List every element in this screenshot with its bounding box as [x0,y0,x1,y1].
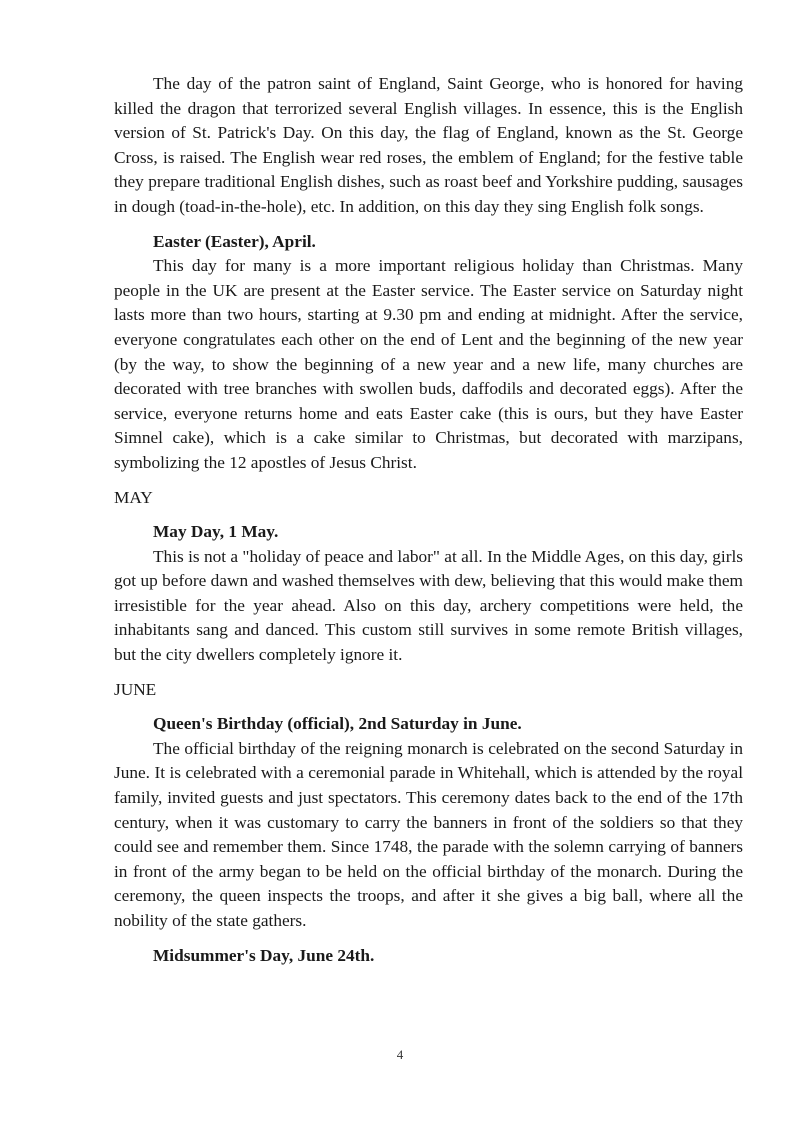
heading-may-day: May Day, 1 May. [153,522,279,542]
paragraph-saint-george: The day of the patron saint of England, Saint George, who is honored for having killed the dragon that terrorized several English villages. In essence, this is the English version of St. Patrick's Day. On this day, the flag of England, known as the St. George Cross, is raised. The English wear red roses, the emblem of England; for the festive table they prepare traditional English dishes, such as roast beef and Yorkshire pudding, sausages in dough (toad-in-the-hole), etc. In addition, on this day they sing English folk songs. [114,74,743,216]
document-page [114,72,743,968]
heading-easter: Easter (Easter), April. [153,231,316,251]
heading-midsummer: Midsummer's Day, June 24th. [153,945,375,965]
paragraph-may-day: This is not a "holiday of peace and labor" at all. In the Middle Ages, on this day, girls got up before dawn and washed themselves with dew, believing that this would make them irresistible for the year ahead. Also on this day, archery competitions were held, the inhabitants sang and danced. This custom still survives in some remote British villages, but the city dwellers completely ignore it. [114,546,743,665]
paragraph-queens-birthday: The official birthday of the reigning monarch is celebrated on the second Saturday in June. It is celebrated with a ceremonial parade in Whitehall, which is attended by the royal family, invited guests and just spectators. This ceremony dates back to the end of the 17th century, when it was customary to carry the banners in front of the soldiers so that they could see and remember them. Since 1748, the parade with the solemn carrying of banners in front of the army began to be held on the official birthday of the monarch. During the ceremony, the queen inspects the troops, and after it she gives a big ball, where all the nobility of the state gathers. [114,738,743,930]
heading-queens-birthday: Queen's Birthday (official), 2nd Saturday in June. [153,714,522,734]
month-heading-may: MAY [114,487,153,507]
paragraph-easter: This day for many is a more important religious holiday than Christmas. Many people in the UK are present at the Easter service. The Easter service on Saturday night lasts more than two hours, starting at 9.30 pm and ending at midnight. After the service, everyone congratulates each other on the end of Lent and the beginning of the new year (by the way, to show the beginning of a new year and a new life, many churches are decorated with tree branches with swollen buds, daffodils and decorated eggs). After the service, everyone returns home and eats Easter cake (this is ours, but they have Easter Simnel cake), which is a cake similar to Christmas, but decorated with marzipans, symbolizing the 12 apostles of Jesus Christ. [114,256,743,472]
page-number: 4 [396,1047,404,1062]
month-heading-june: JUNE [114,679,157,699]
